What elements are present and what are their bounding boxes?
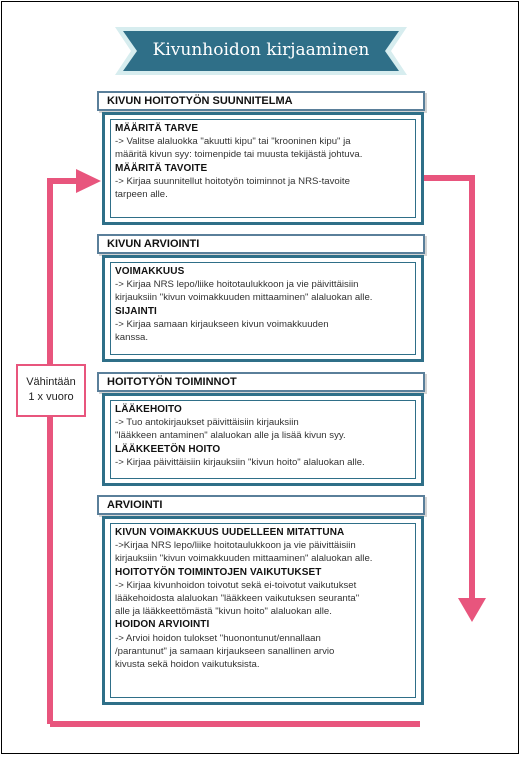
section-header-assessment: KIVUN ARVIOINTI — [97, 234, 425, 254]
section-header-evaluation: ARVIOINTI — [97, 495, 425, 515]
subheading: SIJAINTI — [115, 305, 157, 317]
subheading: LÄÄKEHOITO — [115, 404, 182, 415]
subheading: HOITOTYÖN TOIMINTOJEN VAIKUTUKSET — [115, 566, 322, 578]
frequency-note-line-1: Vähintään — [26, 376, 76, 388]
section-box-assessment — [102, 255, 424, 362]
right-flow-arrow-line — [424, 178, 472, 600]
section-content-interventions — [110, 400, 416, 479]
instruction-text: -> Tuo antokirjaukset päivittäisiin kirjauksiin — [115, 417, 299, 429]
instruction-text: -> Kirjaa kivunhoidon toivotut sekä ei-toivotut vaikutukset — [115, 579, 357, 591]
subheading: MÄÄRITÄ TARVE — [115, 123, 199, 134]
instruction-text: ->Kirjaa NRS lepo/liike hoitotaulukkoon ja vie päivittäisiin — [115, 540, 356, 552]
right-arrowhead — [458, 598, 486, 622]
section-content-assessment — [110, 262, 416, 355]
instruction-text: lääkehoidosta alaluokan "lääkkeen vaikutuksen seuranta" — [115, 593, 360, 605]
subheading: KIVUN VOIMAKKUUS UUDELLEEN MITATTUNA — [115, 527, 345, 538]
instruction-text: -> Kirjaa samaan kirjaukseen kivun voimakkuuden — [115, 318, 329, 330]
section-box-evaluation — [102, 516, 424, 705]
page-title: Kivunhoidon kirjaaminen — [152, 40, 370, 60]
instruction-text: "lääkkeen antaminen" alaluokan alle ja lisää kivun syy. — [115, 430, 346, 442]
subheading: LÄÄKKEETÖN HOITO — [115, 443, 221, 455]
section-header-plan: KIVUN HOITOTYÖN SUUNNITELMA — [97, 91, 425, 111]
instruction-text: tarpeen alle. — [115, 189, 168, 201]
left-arrowhead — [76, 169, 101, 193]
instruction-text: -> Valitse alaluokka "akuutti kipu" tai "krooninen kipu" ja — [115, 136, 351, 148]
section-box-plan — [102, 112, 424, 225]
instruction-text: kirjauksiin "kivun voimakkuuden mittaaminen" alaluokan alle. — [115, 292, 373, 304]
instruction-text: määritä kivun syy: toimenpide tai muusta tekijästä johtuva. — [115, 149, 363, 161]
instruction-text: /parantunut" ja samaan kirjaukseen sanallinen arvio — [115, 645, 335, 657]
subheading: HOIDON ARVIOINTI — [115, 619, 210, 631]
instruction-text: -> Arvioi hoidon tulokset "huonontunut/ennallaan — [115, 632, 321, 644]
instruction-text: -> Kirjaa suunnitellut hoitotyön toiminnot ja NRS-tavoite — [115, 175, 350, 187]
instruction-text: alle ja lääkkeettömästä "kivun hoito" alaluokan alle. — [115, 606, 332, 618]
instruction-text: kirjauksiin "kivun voimakkuuden mittaaminen" alaluokan alle. — [115, 553, 373, 565]
subheading: VOIMAKKUUS — [115, 266, 185, 277]
instruction-text: -> Kirjaa NRS lepo/liike hoitotaulukkoon ja vie päivittäisiin — [115, 279, 359, 291]
subheading: MÄÄRITÄ TAVOITE — [115, 162, 208, 174]
left-return-arrow-line — [50, 181, 80, 724]
instruction-text: kanssa. — [115, 332, 149, 344]
instruction-text: kivusta sekä hoidon vaikutuksista. — [115, 659, 260, 671]
section-box-interventions — [102, 393, 424, 486]
section-content-evaluation — [110, 523, 416, 698]
section-content-plan — [110, 119, 416, 218]
frequency-note-line-2: 1 x vuoro — [28, 391, 74, 403]
section-header-interventions: HOITOTYÖN TOIMINNOT — [97, 372, 425, 392]
instruction-text: -> Kirjaa päivittäisiin kirjauksiin "kivun hoito" alaluokan alle. — [115, 456, 365, 468]
frequency-note — [16, 364, 86, 417]
